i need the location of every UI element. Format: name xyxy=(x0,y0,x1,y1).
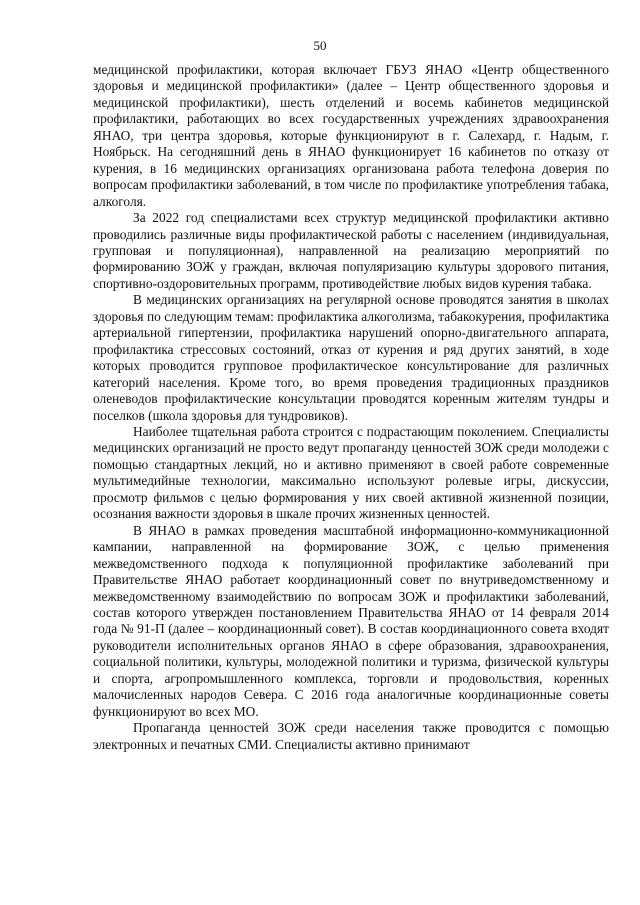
body-text xyxy=(93,62,609,753)
paragraph: Пропаганда ценностей ЗОЖ среди населения также проводится с помощью электронных и печатных СМИ. Специалисты активно принимают xyxy=(93,720,609,752)
paragraph: В ЯНАО в рамках проведения масштабной информационно-коммуникационной кампании, направленной на формирование ЗОЖ, с целью применения межведомственного подхода к популяционной профилактике заболеваний при Правительстве ЯНАО работает координационный совет по внутриведомственному и межведомственному взаимодействию по вопросам ЗОЖ и профилактики заболеваний, состав которого утвержден постановлением Правительства ЯНАО от 14 февраля 2014 года № 91-П (далее – координационный совет). В состав координационного совета входят руководители исполнительных органов ЯНАО в сфере образования, здравоохранения, социальной политики, культуры, молодежной политики и туризма, физической культуры и спорта, агропромышленного комплекса, торговли и продовольствия, коренных малочисленных народов Севера. С 2016 года аналогичные координационные советы функционируют во всех МО. xyxy=(93,522,609,719)
paragraph: За 2022 год специалистами всех структур медицинской профилактики активно проводились различные виды профилактической работы с населением (индивидуальная, групповая и популяционная), направленной на реализацию мероприятий по формированию ЗОЖ у граждан, включая популяризацию культуры здорового питания, спортивно-оздоровительных программ, противодействие любых видов курения табака. xyxy=(93,210,609,291)
paragraph: В медицинских организациях на регулярной основе проводятся занятия в школах здоровья по следующим темам: профилактика алкоголизма, табакокурения, профилактика артериальной гипертензии, профилактика нарушений опорно-двигательного аппарата, профилактика стрессовых состояний, отказ от курения и ряд других занятий, в ходе которых проводится групповое профилактическое консультирование для различных категорий населения. Кроме того, во время проведения традиционных праздников оленеводов профилактические консультации проводятся коренным жителям тундры и поселков (школа здоровья для тундровиков). xyxy=(93,292,609,423)
paragraph: Наиболее тщательная работа строится с подрастающим поколением. Специалисты медицинских организаций не просто ведут пропаганду ценностей ЗОЖ среди молодежи с помощью стандартных лекций, но и активно применяют в своей работе современные мультимедийные технологии, максимально используют ролевые игры, дискуссии, просмотр фильмов с целью формирования у них своей активной жизненной позиции, осознания важности здоровья в шкале прочих жизненных ценностей. xyxy=(93,423,609,522)
page-number: 50 xyxy=(313,38,327,53)
paragraph-continuation: медицинской профилактики, которая включает ГБУЗ ЯНАО «Центр общественного здоровья и медицинской профилактики» (далее – Центр общественного здоровья и медицинской профилактики), шесть отделений и восемь кабинетов медицинской профилактики, работающих во всех государственных учреждениях здравоохранения ЯНАО, три центра здоровья, которые функционируют в г. Салехард, г. Надым, г. Ноябрьск. На сегодняшний день в ЯНАО функционирует 16 кабинетов по отказу от курения, в 16 медицинских организациях организована работа телефона доверия по вопросам профилактики заболеваний, в том числе по профилактике употребления табака, алкоголя. xyxy=(93,62,609,209)
